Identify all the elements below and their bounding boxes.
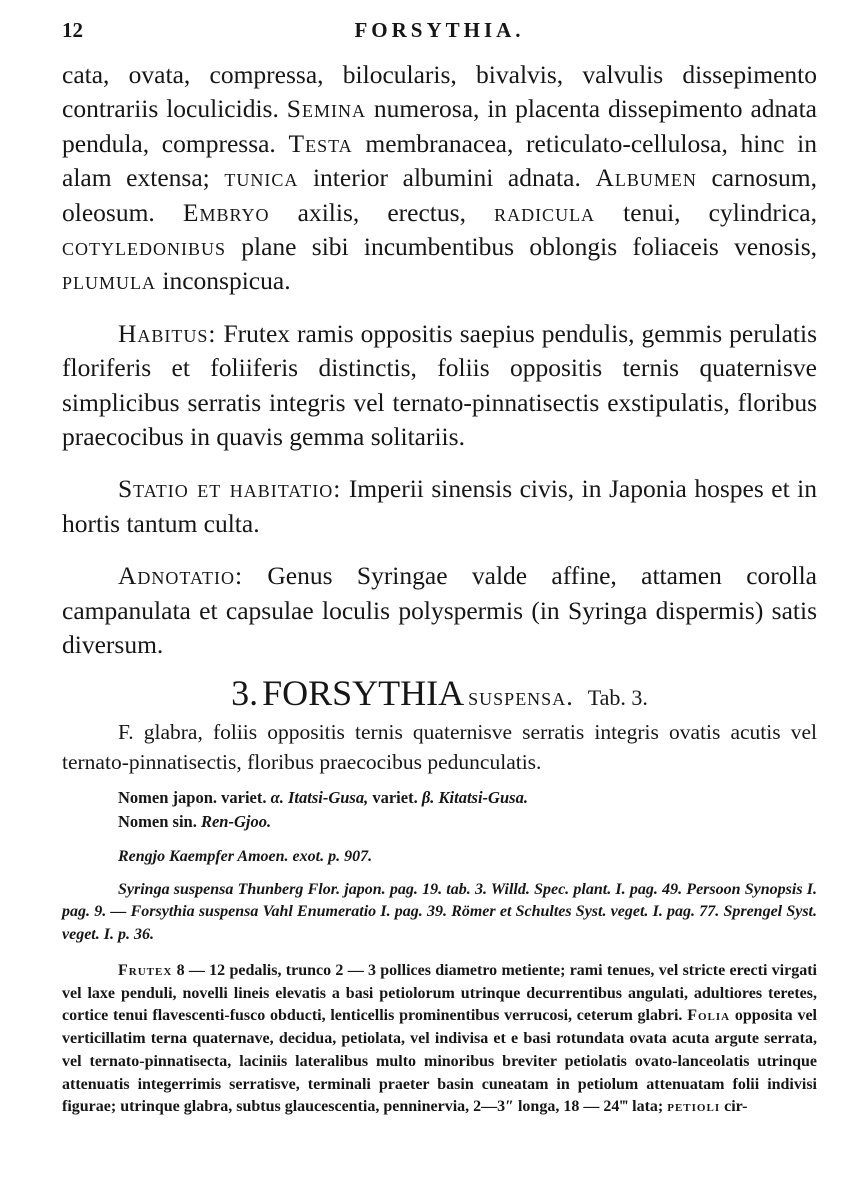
small-caps-term: plumula [62,266,157,296]
small-caps-term: petioli [667,1098,721,1116]
habitus-text: Frutex ramis oppositis saepius pendulis, gemmis perulatis floriferis et foliiferis distinctis, foliis oppositis ternis quaternisve simplicibus serratis integris vel ternato-pinnatisectis exstipulatis, floribus praecocibus in quavis gemma solitariis. [62,318,817,452]
adnotatio-label: Adnotatio: [118,561,244,591]
genus-text [62,58,817,663]
small-caps-term: Semina [286,94,366,124]
nomen-sin: Nomen sin. Ren-Gjoo. [118,812,272,831]
small-caps-term: Albumen [595,163,697,193]
plate-reference: Tab. 3. [587,685,648,710]
description-paragraph [62,960,817,1119]
statio-text: Imperii sinensis civis, in Japonia hospes et in hortis tantum culta. [62,474,817,538]
small-caps-term: cotyledonibus [62,232,226,262]
text-run: opposita vel verticillatim terna quaternave, decidua, petiolata, vel indivisa et e basi rotundata ovata acuta argute serrata, vel ternato-pinnatisecta, laciniis lateralibus multo minoribus breviter petiolatis ovato-lanceolatis utrinque attenuatis integerrimis serratisve, terminali praeter basin cuneatam in petiolum attenuatam folii indivisi figurae; utrinque glabra, subtus glaucescentia, penninervia, 2—3″ longa, 18 — 24‴ lata; [62,1007,817,1116]
small-caps-term: tunica [224,163,299,193]
statio-label: Statio et habitatio: [118,474,342,504]
habitus-label: Habitus: [118,318,217,348]
statio-paragraph [62,472,817,541]
text-run: interior albumini adnata. [298,163,596,193]
running-header [62,18,817,46]
vernacular-names [62,786,817,834]
text-run: cata, ovata, compressa, bilocularis, bivalvis, valvulis dissepimento contrariis loculicidis. [62,60,817,124]
species-genus: FORSYTHIA [262,673,465,713]
species-description [62,960,817,1119]
habitus-paragraph [62,317,817,455]
species-heading [62,672,817,714]
text-run: membranacea, reticulato-cellulosa, hinc in alam extensa; [62,128,817,193]
text-run: carnosum, oleosum. [62,163,817,227]
text-run: cir- [720,1098,748,1116]
reference-synonyms: Syringa suspensa Thunberg Flor. japon. pag. 19. tab. 3. Willd. Spec. plant. I. pag. 49. Persoon Synopsis I. pag. 9. — Forsythia suspensa Vahl Enumeratio I. pag. 39. Römer et Schultes Syst. veget. I. pag. 77. Sprengel Syst. veget. I. p. 36. [62,880,817,943]
adnotatio-text: Genus Syringae valde affine, attamen corolla campanulata et capsulae loculis polyspermis (in Syringa dispermis) satis diversum. [62,561,817,660]
page-number: 12 [62,18,83,42]
text-run: inconspicua. [156,266,291,296]
small-caps-term: Folia [687,1007,731,1025]
reference-kaempfer: Rengjo Kaempfer Amoen. exot. p. 907. [118,848,373,865]
synonymy-references [62,846,817,946]
fruit-paragraph [62,58,817,299]
running-title: FORSYTHIA. [354,18,525,42]
text-run: numerosa, in placenta dissepimento adnata pendula, compressa. [62,94,817,158]
species-number: 3. [231,673,259,713]
text-run: tenui, cylindrica, [595,197,817,227]
small-caps-term: radicula [494,197,596,227]
text-run: plane sibi incumbentibus oblongis foliaceis venosis, [226,232,817,262]
small-caps-term: Embryo [182,197,270,227]
nomen-japon: Nomen japon. variet. α. Itatsi-Gusa, variet. β. Kitatsi-Gusa. [118,788,528,807]
diagnosis-text: F. glabra, foliis oppositis ternis quaternisve serratis integris ovatis acutis vel ternato-pinnatisectis, floribus praecocibus pedunculatis. [62,720,817,774]
text-run: axilis, erectus, [269,197,495,227]
species-diagnosis [62,718,817,777]
small-caps-term: Frutex [118,962,173,979]
adnotatio-paragraph [62,559,817,662]
text-run: 8 — 12 pedalis, trunco 2 — 3 pollices diametro metiente; rami tenues, vel stricte erecti virgati vel laxe penduli, novelli lineis elevatis a basi petiolorum utrinque decurrentibus angulati, adultiores teretes, cortice tenui flavescenti-fusco obducti, lenticellis prominentibus verrucosi, ceterum glabri. [62,962,817,1025]
species-epithet: suspensa. [468,682,574,711]
small-caps-term: Testa [288,128,353,158]
